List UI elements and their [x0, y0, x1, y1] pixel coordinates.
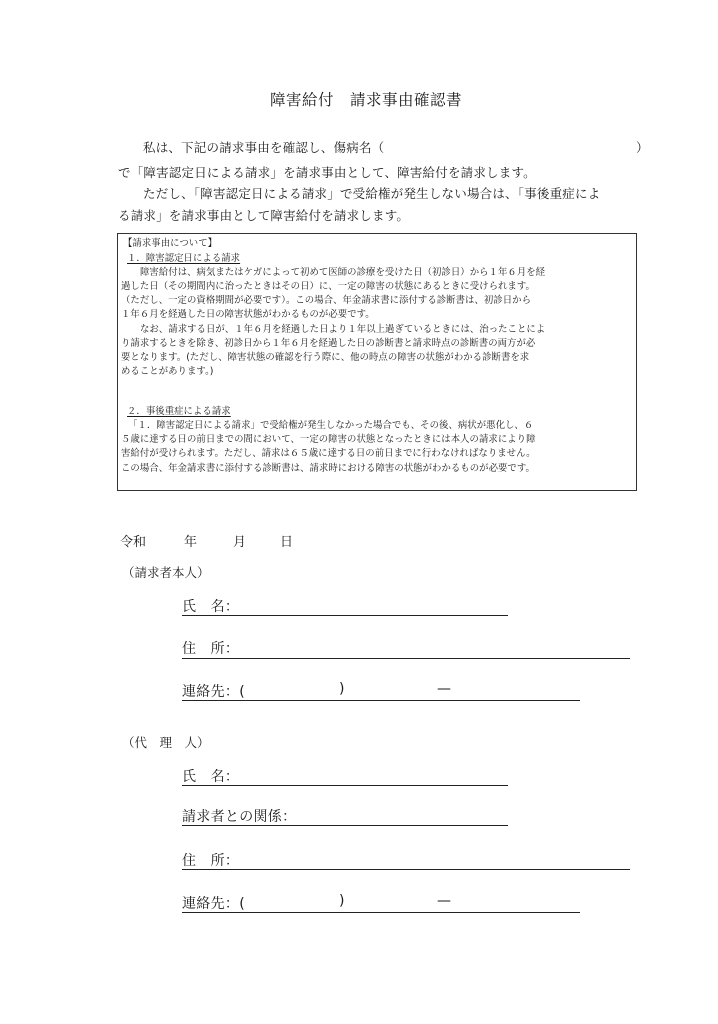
section1-line: １年６月を経過した日の障害状態がわかるものが必要です。 — [121, 309, 375, 320]
agent-name-label: 氏 名： — [182, 769, 240, 785]
date-day-label: 日 — [280, 535, 294, 550]
section1-line: 過した日（その期間内に治ったときはその日）に、一定の障害の状態にあるときに受けられます。 — [121, 281, 535, 292]
agent-contact-paren: ) — [339, 893, 345, 909]
intro-line-2: で「障害認定日による請求」を請求事由として、障害給付を請求します。 — [118, 165, 536, 180]
intro-line-3: ただし、「障害認定日による請求」で受給権が発生しない場合は、「事後重症によ — [143, 186, 601, 201]
section1-line: めることがあります。) — [121, 366, 214, 377]
claimant-address-line[interactable] — [182, 658, 630, 659]
claimant-contact-label: 連絡先：( — [182, 684, 245, 700]
section1-line: なお、請求する日が、１年６月を経過した日より１年以上過ぎているときには、治ったことによ — [140, 324, 546, 335]
claimant-name-label: 氏 名： — [182, 599, 240, 615]
agent-address-label: 住 所： — [182, 853, 240, 869]
section2-line: 「１．障害認定日による請求」で受給権が発生しなかった場合でも、その後、病状が悪化し、６ — [128, 420, 534, 431]
agent-heading: （代 理 人） — [122, 735, 210, 750]
agent-name-line[interactable] — [182, 785, 508, 786]
date-era: 令和 — [120, 535, 147, 550]
claimant-contact-paren: ) — [339, 681, 345, 697]
claimant-contact-line[interactable] — [182, 700, 580, 701]
intro-line-1: 私は、下記の請求事由を確認し、傷病名（ — [143, 140, 385, 155]
section2-title: ２．事後重症による請求 — [127, 406, 231, 417]
section1-line: 障害給付は、病気またはケガによって初めて医師の診療を受けた日（初診日）から１年６月を経 — [140, 267, 546, 278]
claimant-contact-dash: — — [437, 681, 452, 697]
section1-line: （ただし、一定の資格期間が必要です）。この場合、年金請求書に添付する診断書は、初診日から — [121, 295, 532, 306]
date-month-label: 月 — [233, 535, 247, 550]
claimant-name-line[interactable] — [182, 615, 508, 616]
agent-contact-label: 連絡先：( — [182, 896, 245, 912]
section2-line: この場合、年金請求書に添付する診断書は、請求時における障害の状態がわかるものが必要です。 — [121, 463, 535, 474]
date-year-label: 年 — [184, 535, 198, 550]
box-header: 【請求事由について】 — [123, 238, 218, 249]
section2-line: 害給付が受けられます。ただし、請求は６５歳に達する日の前日までに行わなければなりません。 — [121, 448, 536, 459]
section2-line: ５歳に達する日の前日までの間において、一定の障害の状態となったときには本人の請求により障 — [121, 434, 536, 445]
section1-title: １．障害認定日による請求 — [127, 253, 241, 264]
intro-line-4: る請求」を請求事由として障害給付を請求します。 — [118, 208, 410, 223]
agent-contact-dash: — — [437, 893, 452, 909]
document-title: 障害給付 請求事由確認書 — [270, 91, 463, 109]
agent-address-line[interactable] — [182, 869, 630, 870]
claimant-heading: （請求者本人） — [122, 565, 210, 580]
agent-relation-line[interactable] — [182, 825, 508, 826]
intro-line-1-close: ） — [636, 140, 649, 155]
agent-contact-line[interactable] — [182, 912, 580, 913]
section1-line: 要となります。(ただし、障害状態の確認を行う際に、他の時点の障害の状態がわかる診断書を求 — [121, 352, 530, 363]
section1-line: り請求するときを除き、初診日から１年６月を経過した日の診断書と請求時点の診断書の両方が必 — [121, 338, 536, 349]
agent-relation-label: 請求者との関係： — [182, 809, 297, 825]
claimant-address-label: 住 所： — [182, 641, 240, 657]
